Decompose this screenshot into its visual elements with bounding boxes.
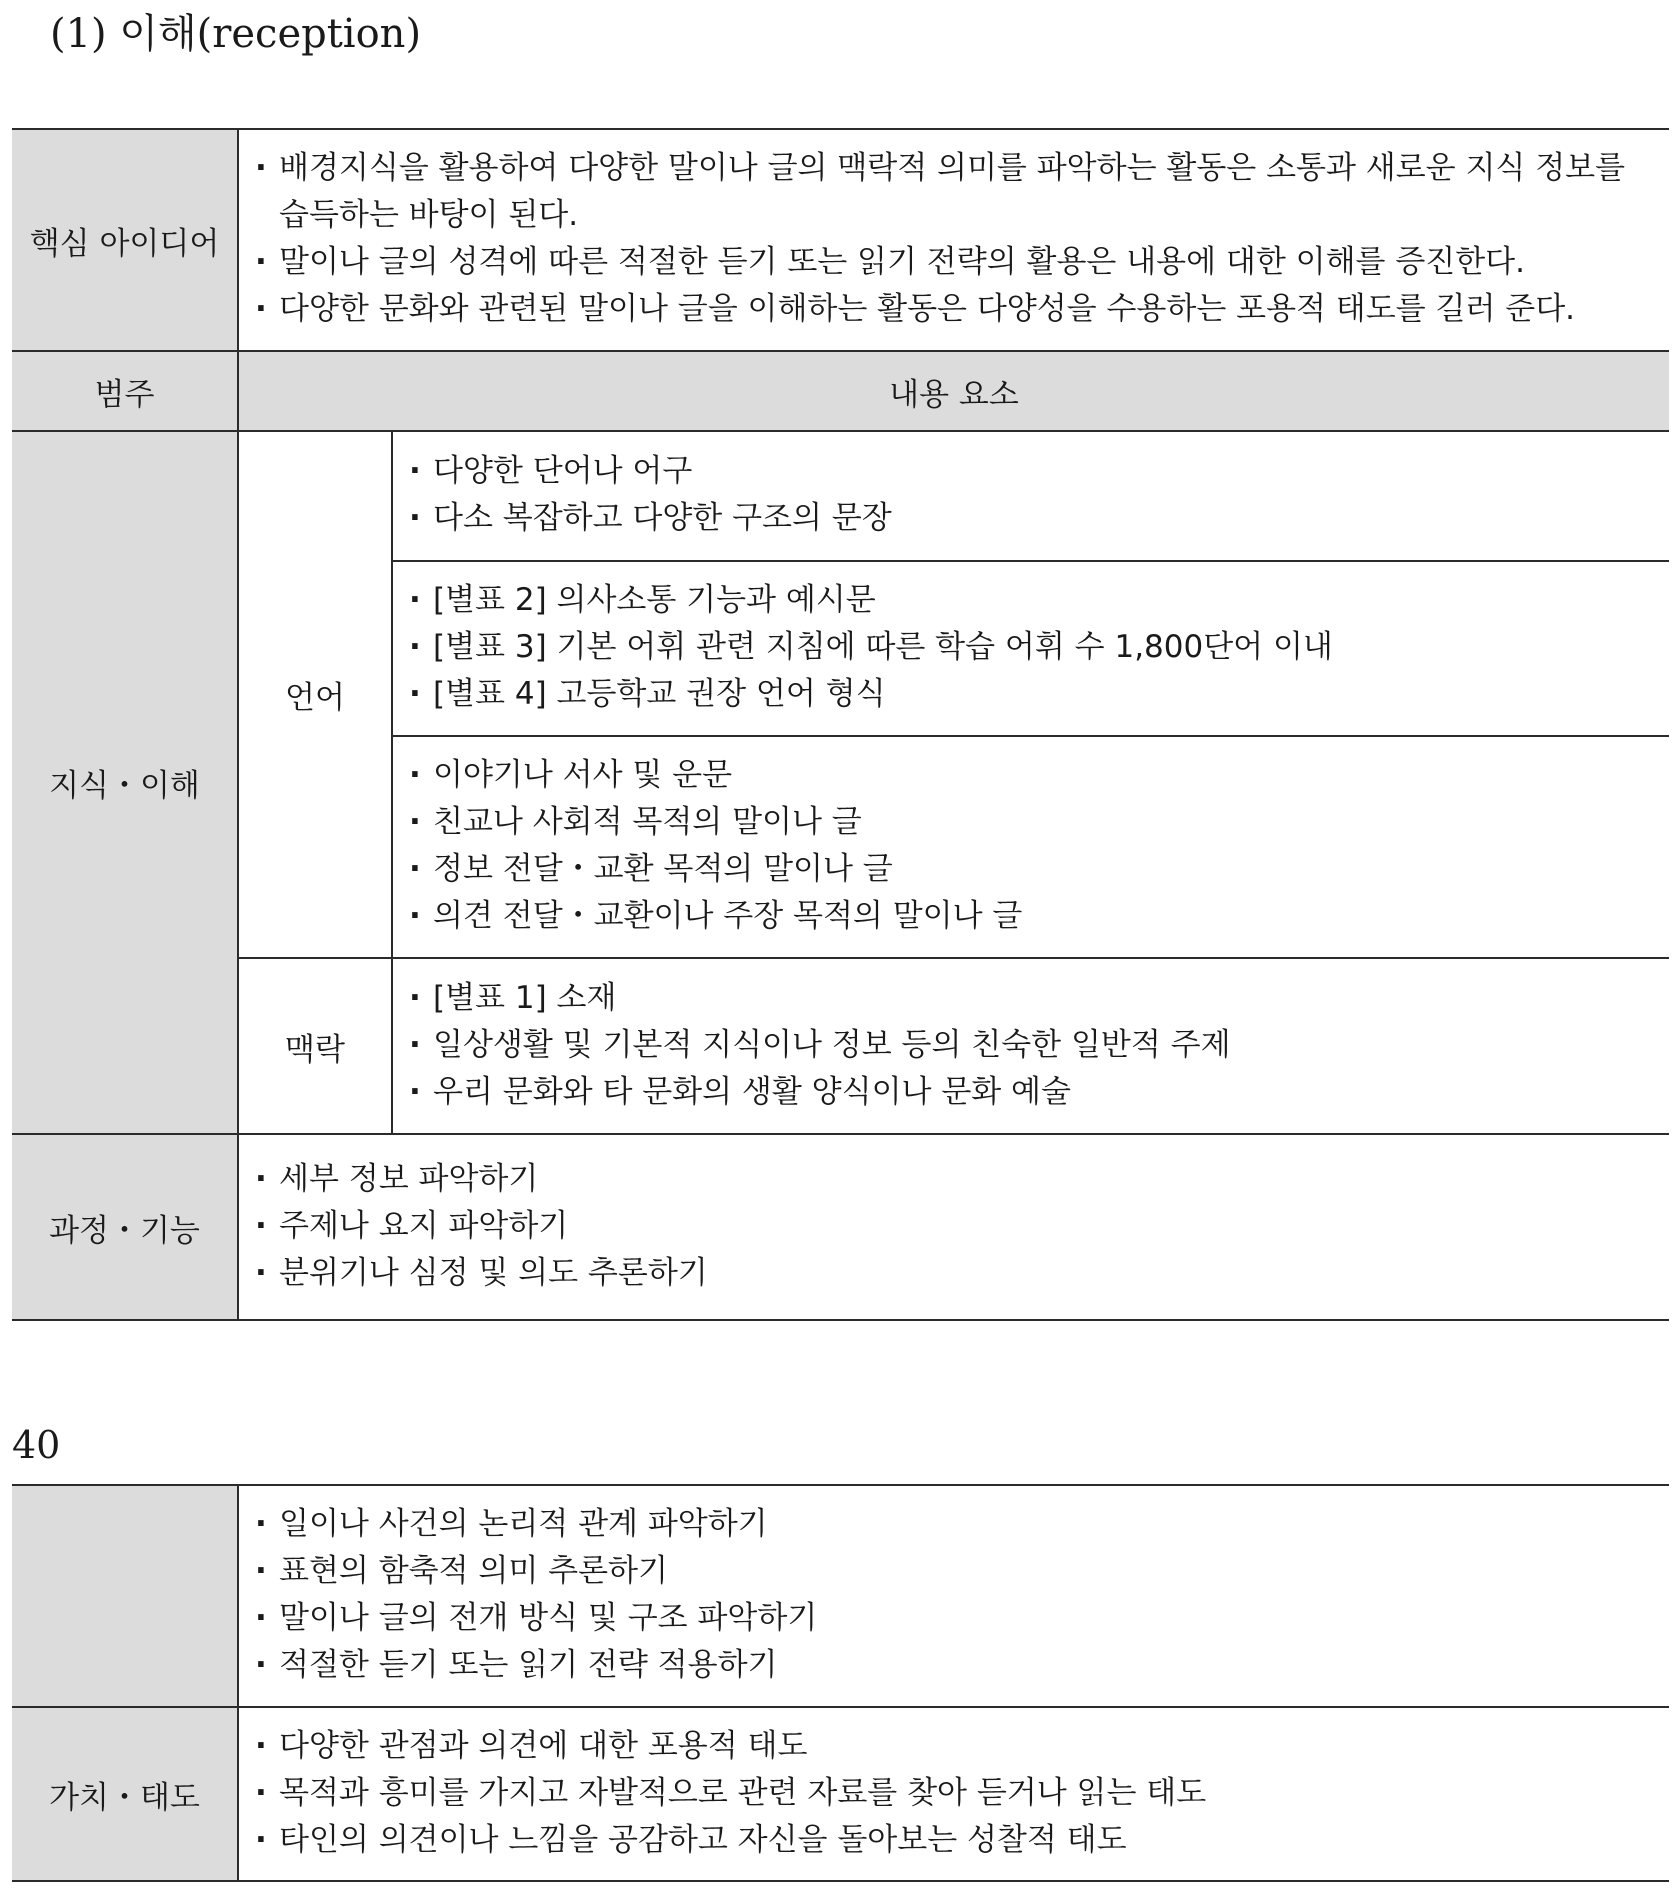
list-item: · [별표 1] 소재 xyxy=(409,975,1661,1022)
list-item: · 다소 복잡하고 다양한 구조의 문장 xyxy=(409,495,1661,542)
section-title: (1) 이해(reception) xyxy=(50,11,422,57)
values-content xyxy=(238,1707,1669,1881)
values-row xyxy=(12,1707,1669,1881)
list-item: · 세부 정보 파악하기 xyxy=(255,1156,1661,1203)
list-item: · 배경지식을 활용하여 다양한 말이나 글의 맥락적 의미를 파악하는 활동은 소통과 새로운 지식 정보를 습득하는 바탕이 된다. xyxy=(255,145,1661,239)
list-item: · 타인의 의견이나 느낌을 공감하고 자신을 돌아보는 성찰적 태도 xyxy=(255,1817,1661,1864)
process-content xyxy=(238,1134,1669,1320)
list-item: · 분위기나 심정 및 의도 추론하기 xyxy=(255,1250,1661,1297)
core-idea-content xyxy=(238,129,1669,351)
list-item: · [별표 4] 고등학교 권장 언어 형식 xyxy=(409,671,1661,718)
list-item: · 다양한 관점과 의견에 대한 포용적 태도 xyxy=(255,1723,1661,1770)
list-item: · 말이나 글의 성격에 따른 적절한 듣기 또는 읽기 전략의 활용은 내용에 대한 이해를 증진한다. xyxy=(255,239,1661,286)
header-row xyxy=(12,351,1669,431)
list-item: · 친교나 사회적 목적의 말이나 글 xyxy=(409,799,1661,846)
curriculum-table xyxy=(12,128,1669,1321)
list-item: · 일상생활 및 기본적 지식이나 정보 등의 친숙한 일반적 주제 xyxy=(409,1022,1661,1069)
list-item: · [별표 2] 의사소통 기능과 예시문 xyxy=(409,577,1661,624)
knowledge-label: 지식・이해 xyxy=(12,431,238,1134)
context-content xyxy=(392,958,1669,1134)
list-item: · 일이나 사건의 논리적 관계 파악하기 xyxy=(255,1501,1661,1548)
table-row xyxy=(12,431,1669,561)
list-item: · 다양한 문화와 관련된 말이나 글을 이해하는 활동은 다양성을 수용하는 포용적 태도를 길러 준다. xyxy=(255,286,1661,333)
list-item: · 의견 전달・교환이나 주장 목적의 말이나 글 xyxy=(409,893,1661,940)
process-row xyxy=(12,1134,1669,1320)
process-continued-label xyxy=(12,1485,238,1707)
values-label: 가치・태도 xyxy=(12,1707,238,1881)
context-label: 맥락 xyxy=(238,958,392,1134)
list-item: · 목적과 흥미를 가지고 자발적으로 관련 자료를 찾아 듣거나 읽는 태도 xyxy=(255,1770,1661,1817)
list-item: · [별표 3] 기본 어휘 관련 지침에 따른 학습 어휘 수 1,800단어 이내 xyxy=(409,624,1661,671)
header-category: 범주 xyxy=(12,351,238,431)
list-item: · 정보 전달・교환 목적의 말이나 글 xyxy=(409,846,1661,893)
core-idea-row xyxy=(12,129,1669,351)
process-label: 과정・기능 xyxy=(12,1134,238,1320)
curriculum-table-continued xyxy=(12,1484,1669,1882)
page-number: 40 xyxy=(12,1423,61,1467)
list-item: · 이야기나 서사 및 운문 xyxy=(409,752,1661,799)
language-group-2 xyxy=(392,561,1669,736)
list-item: · 다양한 단어나 어구 xyxy=(409,448,1661,495)
list-item: · 말이나 글의 전개 방식 및 구조 파악하기 xyxy=(255,1595,1661,1642)
core-idea-label: 핵심 아이디어 xyxy=(12,129,238,351)
language-group-1 xyxy=(392,431,1669,561)
process-continued-content xyxy=(238,1485,1669,1707)
header-content: 내용 요소 xyxy=(238,351,1669,431)
list-item: · 주제나 요지 파악하기 xyxy=(255,1203,1661,1250)
list-item: · 우리 문화와 타 문화의 생활 양식이나 문화 예술 xyxy=(409,1069,1661,1116)
list-item: · 표현의 함축적 의미 추론하기 xyxy=(255,1548,1661,1595)
list-item: · 적절한 듣기 또는 읽기 전략 적용하기 xyxy=(255,1642,1661,1689)
table-row xyxy=(12,958,1669,1134)
language-label: 언어 xyxy=(238,431,392,958)
language-group-3 xyxy=(392,736,1669,958)
process-continued-row xyxy=(12,1485,1669,1707)
